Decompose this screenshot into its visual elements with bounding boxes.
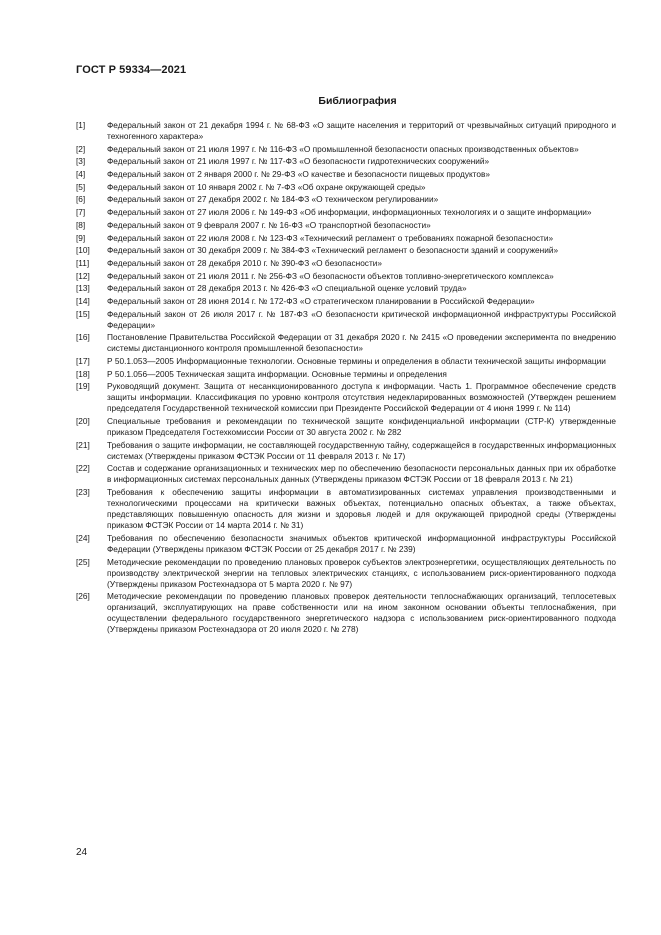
bibliography-entry — [76, 416, 616, 438]
bibliography-entry-text: Федеральный закон от 21 июля 1997 г. № 117-ФЗ «О безопасности гидротехнических сооружений» — [107, 156, 490, 167]
section-title: Библиография — [318, 95, 397, 107]
bibliography-entry-text: Федеральный закон от 9 февраля 2007 г. № 16-ФЗ «О транспортной безопасности» — [107, 219, 431, 230]
bibliography-entry — [76, 220, 616, 231]
bibliography-entry-text: Федеральный закон от 30 декабря 2009 г. № 384-ФЗ «Технический регламент о безопасности зданий и сооружений» — [107, 245, 559, 256]
bibliography-entry-number: [12] — [76, 270, 90, 281]
bibliography-entry-text: Федеральный закон от 21 июля 2011 г. № 256-ФЗ «О безопасности объектов топливно-энергетического комплекса» — [107, 270, 554, 281]
bibliography-entry-text: Федеральный закон от 10 января 2002 г. № 7-ФЗ «Об охране окружающей среды» — [107, 181, 426, 192]
bibliography-entry-number: [19] — [76, 381, 90, 392]
bibliography-entry-number: [20] — [76, 416, 90, 427]
bibliography-entry-text: Состав и содержание организационных и технических мер по обеспечению безопасности персональных данных при их обработке в информационных системах персональных данных (Утверждены приказом ФСТЭК России от 18 февраля 2013 г. № 21) — [107, 463, 616, 485]
bibliography-entry — [76, 182, 616, 193]
bibliography-entry-text: Р 50.1.056—2005 Техническая защита информации. Основные термины и определения — [107, 368, 447, 379]
bibliography-entry — [76, 487, 616, 531]
bibliography-entry-text: Требования о защите информации, не составляющей государственную тайну, содержащейся в государственных информационных системах (Утверждены приказом ФСТЭК России от 11 февраля 2013 г. № 17) — [107, 439, 616, 461]
bibliography-entry — [76, 533, 616, 555]
bibliography-entry — [76, 356, 616, 367]
bibliography-entry-text: Федеральный закон от 2 января 2000 г. № 29-ФЗ «О качестве и безопасности пищевых продуктов» — [107, 169, 491, 180]
bibliography-entry-number: [26] — [76, 591, 90, 602]
bibliography-entry-number: [17] — [76, 356, 90, 366]
bibliography-entry-number: [3] — [76, 156, 86, 167]
bibliography-entry — [76, 144, 616, 155]
bibliography-entry-text: Р 50.1.053—2005 Информационные технологии. Основные термины и определения в области технической защиты информации — [107, 356, 606, 366]
bibliography-entry-text: Методические рекомендации по проведению плановых проверок деятельности теплоснабжающих организаций, теплосетевых организаций, эксплуатирующих на праве собственности или на ином законном основании объекты теплоснабжения, при осуществлении федерального государственного энергетического надзора с использованием риск-ориентированного подхода (Утверждены приказом Ростехнадзора от 20 июля 2020 г. № 278) — [107, 591, 616, 635]
bibliography-entry-number: [6] — [76, 194, 86, 205]
bibliography-entry — [76, 207, 616, 218]
bibliography-entry-number: [10] — [76, 245, 90, 256]
bibliography-entry-number: [2] — [76, 143, 86, 154]
page-number: 24 — [76, 847, 88, 858]
bibliography-entry — [76, 194, 616, 205]
bibliography-entry-text: Руководящий документ. Защита от несанкционированного доступа к информации. Часть 1. Программное обеспечение средств защиты информации. Классификация по уровню контроля отсутствия недекларированных возможностей (Утвержден решением председателя Государственной технической комиссии при Президенте Российской Федерации от 4 июня 1999 г. № 114) — [107, 381, 616, 414]
bibliography-entry-text: Федеральный закон от 27 июля 2006 г. № 149-ФЗ «Об информации, информационных технологиях и о защите информации» — [107, 207, 592, 218]
bibliography-entry-number: [22] — [76, 463, 90, 474]
bibliography-entry-text: Федеральный закон от 21 июля 1997 г. № 116-ФЗ «О промышленной безопасности опасных производственных объектов» — [107, 143, 579, 154]
bibliography-entry-text: Специальные требования и рекомендации по технической защите конфиденциальной информации (СТР-К) утвержденные приказом Председателя Гостехкомиссии России от 30 августа 2002 г. № 282 — [107, 416, 616, 438]
bibliography-entry-text: Федеральный закон от 22 июля 2008 г. № 123-ФЗ «Технический регламент о требованиях пожарной безопасности» — [107, 232, 554, 243]
bibliography-entry-text: Федеральный закон от 28 июня 2014 г. № 172-ФЗ «О стратегическом планировании в Российской Федерации» — [107, 295, 535, 306]
bibliography-entry — [76, 245, 616, 256]
bibliography-entry-number: [16] — [76, 332, 90, 343]
bibliography-entry — [76, 309, 616, 331]
bibliography-entry-number: [7] — [76, 207, 86, 218]
bibliography-entry — [76, 332, 616, 354]
bibliography-entry — [76, 440, 616, 462]
bibliography-list — [76, 120, 616, 637]
bibliography-entry — [76, 557, 616, 590]
bibliography-entry-number: [25] — [76, 556, 90, 567]
bibliography-entry — [76, 283, 616, 294]
bibliography-entry-text: Требования к обеспечению защиты информации в автоматизированных системах управления производственными и технологическими процессами на критически важных объектах, потенциально опасных объектах, а также объектах, представляющих повышенную опасность для жизни и здоровья людей и для окружающей природной среды (Утверждены приказом ФСТЭК России от 14 марта 2014 г. № 31) — [107, 487, 616, 531]
bibliography-entry-number: [18] — [76, 368, 90, 379]
bibliography-entry-number: [5] — [76, 181, 86, 192]
bibliography-entry-number: [1] — [76, 120, 86, 130]
bibliography-entry-text: Федеральный закон от 26 июля 2017 г. № 187-ФЗ «О безопасности критической информационной инфраструктуры Российской Федерации» — [107, 308, 616, 330]
bibliography-entry-number: [8] — [76, 219, 86, 230]
bibliography-entry — [76, 463, 616, 485]
bibliography-entry-text: Федеральный закон от 28 декабря 2010 г. № 390-ФЗ «О безопасности» — [107, 257, 382, 268]
bibliography-entry — [76, 296, 616, 307]
bibliography-entry-number: [15] — [76, 308, 90, 319]
bibliography-entry-number: [9] — [76, 232, 86, 243]
bibliography-entry-text: Постановление Правительства Российской Федерации от 31 декабря 2020 г. № 2415 «О проведении эксперимента по внедрению системы дистанционного контроля промышленной безопасности» — [107, 332, 616, 354]
bibliography-entry — [76, 591, 616, 635]
bibliography-entry — [76, 233, 616, 244]
bibliography-entry — [76, 381, 616, 414]
bibliography-entry — [76, 156, 616, 167]
bibliography-entry — [76, 120, 616, 142]
bibliography-entry — [76, 258, 616, 269]
document-header: ГОСТ Р 59334—2021 — [76, 64, 187, 76]
bibliography-entry-number: [14] — [76, 295, 90, 306]
bibliography-entry-number: [4] — [76, 169, 86, 180]
bibliography-entry-number: [23] — [76, 487, 90, 498]
bibliography-entry — [76, 169, 616, 180]
bibliography-entry-text: Методические рекомендации по проведению плановых проверок субъектов электроэнергетики, осуществляющих деятельность по производству электрической энергии на тепловых электрических станциях, с использованием риск-ориентированного подхода (Утверждены приказом Ростехнадзора от 5 марта 2020 г. № 97) — [107, 556, 616, 589]
bibliography-entry-text: Федеральный закон от 21 декабря 1994 г. № 68-ФЗ «О защите населения и территорий от чрезвычайных ситуаций природного и техногенного характера» — [107, 120, 616, 141]
bibliography-entry-text: Федеральный закон от 28 декабря 2013 г. № 426-ФЗ «О специальной оценке условий труда» — [107, 283, 467, 294]
bibliography-entry-text: Федеральный закон от 27 декабря 2002 г. № 184-ФЗ «О техническом регулировании» — [107, 194, 439, 205]
bibliography-entry-number: [11] — [76, 257, 90, 268]
bibliography-entry — [76, 271, 616, 282]
bibliography-entry — [76, 369, 616, 380]
bibliography-entry-text: Требования по обеспечению безопасности значимых объектов критической информационной инфраструктуры Российской Федерации (Утверждены приказом ФСТЭК России от 25 декабря 2017 г. № 239) — [107, 532, 616, 554]
bibliography-entry-number: [21] — [76, 439, 90, 450]
bibliography-entry-number: [24] — [76, 532, 90, 543]
bibliography-entry-number: [13] — [76, 283, 90, 294]
